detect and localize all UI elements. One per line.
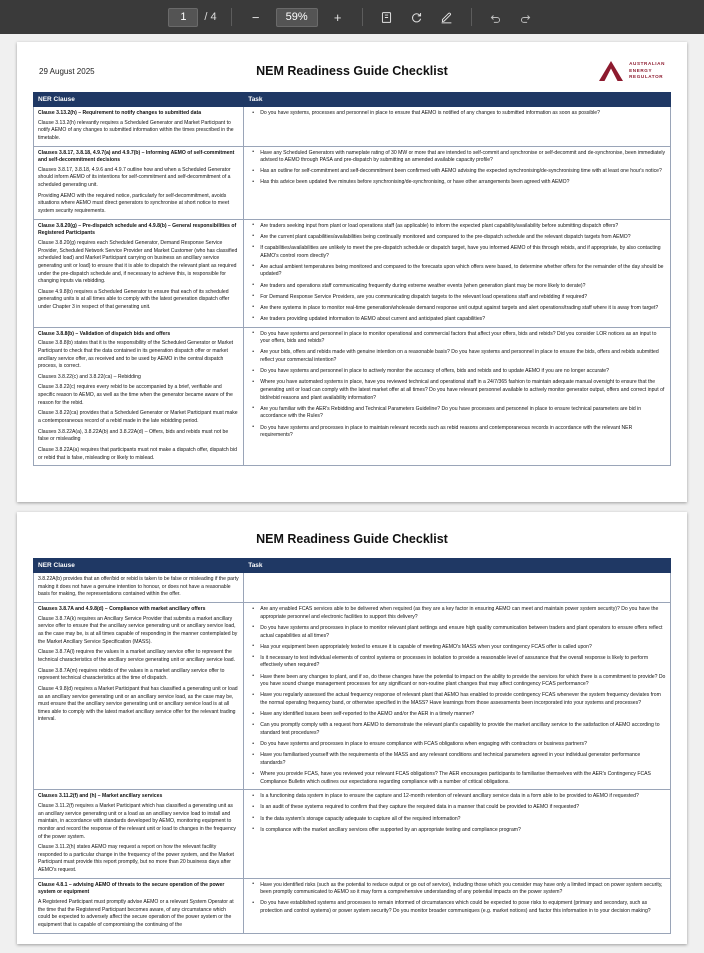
cell-task [244,327,671,466]
task-item: • Is a functioning data system in place to ensure the capture and 12-month retention of relevant ancillary service data in a form able to be provided to AEMO if requested? [256,793,666,801]
clause-title: Clause 3.8.8(b) – Validation of dispatch bids and offers [38,330,171,337]
task-item: • Are traders providing updated information to AEMO about current and anticipated plant capabilities? [256,316,666,324]
clause-title: Clause 3.13.2(h) – Requirement to notify changes to submitted data [38,110,202,116]
cell-ner-clause [34,146,244,219]
task-item: • Are any enabled FCAS services able to be delivered when required (as they are a key factor in ensuring AEMO can meet and maintain power system security)? Do you have the appropriate personnel and electronic facilities to support this delivery? [256,606,666,621]
clause-paragraph: A Registered Participant must promptly advise AEMO or a relevant System Operator at the time that the Registered Participant becomes aware, of any circumstance which could be expected to adversely affect the secure operation of the power system or the equipment that is capable of compromising the continuing of the [38,898,234,928]
task-list [248,331,666,440]
cell-ner-clause [34,603,244,790]
task-item: • Can you promptly comply with a request from AEMO to demonstrate the relevant plant's capability to provide the market ancillary service to the satisfaction of AEMO according to standard test procedures? [256,722,666,737]
cell-task [244,878,671,933]
cell-ner-clause [34,573,244,603]
task-item: • Has your equipment been appropriately tested to ensure it is capable of meeting AEMO's MASS when your contingency FCAS offer is called upon? [256,644,666,652]
column-header-ner-clause: NER Clause [34,93,244,107]
cell-ner-clause [34,790,244,878]
task-item: • Have you regularly assessed the actual frequency response of relevant plant that AEMO has enabled to provide contingency FCAS whenever the system frequency deviates from the normal operating frequency band, or otherwise specified in the MASS? Have learnings from those assessments been incorporated into your systems and processes? [256,692,666,707]
task-item: • Are there systems in place to monitor real-time generation/wholesale demand response unit output against targets and alert operations/trading staff where it is away from target? [256,305,666,313]
clause-paragraph: Clause 3.8.7A(l) requires the values in a market ancillary service offer to represent the technical characteristics of the ancillary service generating unit or ancillary service load. [38,649,236,663]
clause-paragraph: Clause 4.9.8(b) requires a Scheduled Generator to ensure that each of its scheduled generating units is at all times able to comply with the latest generation dispatch offer under Chapter 3 in respect of that generating unit. [38,288,230,311]
cell-ner-clause [34,878,244,933]
pdf-viewport[interactable] [0,34,704,953]
task-list [248,606,666,786]
column-header-ner-clause: NER Clause [34,559,244,573]
task-item: • Where you provide FCAS, have you reviewed your relevant FCAS obligations? The AER encourages participants to familiarise themselves with the AER's Contingency FCAS Compliance Bulletin which outlines our expectations regarding compliance with a number of critical obligations. [256,771,666,786]
task-item: • Are your bids, offers and rebids made with genuine intention on a reasonable basis? Do you have systems and personnel in place to ensure the bids, offers and rebids submitted reflect your commercial intention? [256,349,666,364]
task-list [248,882,666,916]
task-item: • Have you familiarised yourself with the requirements of the MASS and any relevant conditions and technical parameters agreed in your individual generator performance standards? [256,752,666,767]
task-item: • If capabilities/availabilities are unlikely to meet the pre-dispatch schedule or dispatch target, have you informed AEMO of this through rebids, and if appropriate, by also contacting AEMO's control room directly? [256,245,666,260]
table-row [34,146,671,219]
cell-ner-clause [34,107,244,147]
cell-ner-clause [34,219,244,327]
document-date: 29 August 2025 [39,66,95,76]
task-item: • Are actual ambient temperatures being monitored and compared to the forecasts upon which offers were based, to determine whether offers for the remainder of the day should be updated? [256,264,666,279]
table-row [34,790,671,878]
page-footer [33,466,671,492]
task-list [248,150,666,188]
document-page-1 [17,42,687,502]
clause-paragraph: Clauses 3.8.17, 3.8.18, 4.9.6 and 4.9.7 outline how and when a Scheduled Generator should inform AEMO of its intentions for self-commitment and self-decommitment of a scheduled generating unit. [38,166,231,189]
clause-paragraph: Clause 3.8.22(ca) provides that a Scheduled Generator or Market Participant must make a contemporaneous record of a rebid made in the late rebidding period. [38,410,238,424]
clause-title: Clause 4.8.1 – advising AEMO of threats to the secure operation of the power system or equipment [38,881,225,896]
task-item: • Have any Scheduled Generators with nameplate rating of 30 MW or more that are intended to self-commit and synchronise or self-decommit and de-synchronise, been immediately advised to AEMO through PASA and pre-dispatch by submitting an amended available capacity profile? [256,150,666,165]
task-item: • Do you have systems and personnel in place to monitor operational and commercial factors that affect your offers, bids and rebids? Did you consider LOR notices as an input to your offers, bids and rebids? [256,331,666,346]
table-row [34,219,671,327]
pdf-toolbar [0,0,704,34]
task-item: • Have any identified issues been self-reported to the AEMO and/or the AER in a timely manner? [256,711,666,719]
clause-paragraph: Clause 3.8.7A(m) requires rebids of the values in a market ancillary service offer to represent technical characteristics at the time of dispatch. [38,667,225,682]
checklist-table-page-2 [33,558,671,933]
task-item: • Do you have established systems and processes to remain informed of circumstances which could be expected to pose risks to equipment (primary and secondary, such as protection and control systems) or power system security? Do you monitor broader communiques (e.g. market notices) and factor this information in to your decision making? [256,900,666,915]
task-item: • Do you have systems and personnel in place to actively monitor the accuracy of offers, bids and rebids and to update AEMO if you are no longer accurate? [256,368,666,376]
task-item: • Are traders and operations staff communicating frequently during extreme weather events (when generation plant may be more likely to derate)? [256,283,666,291]
task-item: • Is compliance with the market ancillary services offer supported by an appropriate testing and compliance program? [256,827,666,835]
clause-title: Clauses 3.11.2(f) and (h) – Market ancillary services [38,793,163,800]
task-item: • Is an audit of these systems required to confirm that they capture the required data in a manner that could be provided to AEMO if requested? [256,804,666,812]
annotate-icon[interactable] [437,7,457,27]
clause-paragraph: Clause 3.8.22(c) requires every rebid to be accompanied by a brief, verifiable and specific reason to AEMO, as well as the time when the generator became aware of the reason for the rebid. [38,384,233,406]
page-title-2: NEM Readiness Guide Checklist [256,532,448,547]
clause-paragraph: 3.8.22A(b) provides that an offer/bid or rebid is taken to be false or misleading if the party making it does not have a genuine intention to honour, or does not have a reasonable basis for making, the representations contained within the offer. [38,576,239,598]
cell-task [244,107,671,147]
logo-line-3: REGULATOR [629,74,664,80]
clause-title: Clause 3.8.20(g) – Pre-dispatch schedule and 4.9.8(b) – General responsibilities of Registered Participants [38,222,237,237]
aer-logo [515,60,665,82]
zoom-level-display[interactable]: 59% [276,8,318,27]
cell-task [244,219,671,327]
task-item: • Is the data system's storage capacity adequate to capture all of the required information? [256,816,666,824]
page-navigation [168,8,216,27]
cell-ner-clause [34,327,244,466]
table-body-page-1 [34,107,671,466]
zoom-out-button[interactable]: − [251,9,260,25]
task-list [248,110,666,118]
task-item: • Are traders seeking input from plant or load operations staff (as applicable) to inform the expected plant capability/availability before submitting dispatch offers? [256,223,666,231]
cell-task [244,146,671,219]
table-row [34,603,671,790]
toolbar-divider [362,8,363,26]
task-list [248,223,666,324]
clause-paragraph: Clause 3.11.2(f) requires a Market Participant which has classified a generating unit as an ancillary service generating unit or a load as an ancillary service load to install and maintain, in accordance with standards developed by AEMO, monitoring equipment to monitor and record the response of the relevant unit or load to changes in the frequency of the power system. [38,802,236,840]
logo-line-2: ENERGY [629,67,653,73]
undo-icon[interactable] [486,7,506,27]
task-item: • Are the current plant capabilities/availabilities being continually monitored and compared to the pre-dispatch schedule and the relevant dispatch targets from AEMO? [256,234,666,242]
checklist-table-page-1 [33,92,671,466]
clause-paragraph: Clause 3.8.22A(a) requires that participants must not make a dispatch offer, dispatch bid or rebid that is false, misleading or likely to mislead. [38,446,237,461]
table-header-row [34,93,671,107]
aer-logo-text [629,61,665,81]
clause-title: Clauses 3.8.17, 3.8.18, 4.9.7(a) and 4.9.7(b) – Informing AEMO of self-commitment and self-decommitment decisions [38,149,235,164]
table-row [34,878,671,933]
table-row [34,107,671,147]
task-item: • Has an outline for self-commitment and self-decommitment been confirmed with AEMO advising the expected synchronising/de-synchronising time with at least one hour's notice? [256,168,666,176]
zoom-in-button[interactable]: + [333,9,342,25]
cell-task [244,790,671,878]
logo-line-1: AUSTRALIAN [629,61,665,67]
clause-paragraph: Clauses 3.8.22A(a), 3.8.22A(b) and 3.8.22A(d) – Offers, bids and rebids must not be false or misleading [38,428,229,443]
task-item: • Have you identified risks (such as the potential to reduce output or go out of service), including those which you consider may have only a limited impact on power system security, been promptly communicated to AEMO so it may form a comprehensive understanding of any potential impacts on the power system? [256,882,666,897]
rotate-icon[interactable] [407,7,427,27]
page-total-label: / 4 [204,11,217,23]
clause-title: Clauses 3.8.7A and 4.9.8(d) – Compliance with market ancillary offers [38,606,206,613]
table-row [34,573,671,603]
toolbar-divider [471,8,472,26]
cell-task [244,573,671,603]
clause-paragraph: Clause 3.8.20(g) requires each Scheduled Generator, Demand Response Service Provider, Scheduled Network Service Provider and Market Customer (who has classified scheduled load) and Market Participant carrying on business an ancillary service generating unit or load) to ensure that it is able to dispatch the relevant plant as required under the pre-dispatch schedule and, if necessary to achieve this, is responsible for changing inputs via rebidding. [38,239,238,285]
page-header [33,56,671,92]
clause-paragraph: Clause 3.8.7A(k) requires an Ancillary Service Provider that submits a market ancillary service offer to ensure that the ancillary service generating unit or ancillary service load, as the case may be, is at all times capable of responding in the manner contemplated by the Market Ancillary Service Specification (MASS). [38,615,238,645]
clause-paragraph: Clause 3.11.2(h) states AEMO may request a report on how the relevant facility responded to a particular change in the frequency of the power system, and the Market Participant must provide this report promptly, but no more than 20 business days after AEMO's request. [38,844,234,874]
task-item: • For Demand Response Service Providers, are you communicating dispatch targets to the relevant load operations staff and rebidding if required? [256,294,666,302]
clause-paragraph: Clauses 3.8.22(c) and 3.8.22(ca) – Rebidding [38,373,141,380]
table-header-row [34,559,671,573]
clause-paragraph: Clause 3.8.8(b) states that it is the responsibility of the Scheduled Generator or Market Participant to check that the data contained in its generation dispatch offer or market ancillary service offer, as received and to be used by AEMO in the central dispatch process, is correct. [38,340,234,370]
cell-task [244,603,671,790]
task-item: • Do you have systems and processes in place to monitor relevant plant settings and ensure high quality communication between traders and plant operators to ensure offers reflect actual capabilities at all times? [256,625,666,640]
fit-page-icon[interactable] [377,7,397,27]
column-header-task: Task [244,559,671,573]
task-item: • Has this advice been updated five minutes before synchronising/de-synchronising, or have other arrangements been agreed with AEMO? [256,179,666,187]
task-item: • Have there been any changes to plant, and if so, do these changes have the potential to impact on the ability to provide the services for which there is a commitment to provide? Do you have sound change management processes for any significant or non-routine plant changes that may affect contingency FCAS performance? [256,674,666,689]
column-header-task: Task [244,93,671,107]
task-item: • Are you familiar with the AER's Rebidding and Technical Parameters Guideline? Do you have processes and personnel in place to ensure technical parameters are bid in accordance with the Rules? [256,406,666,421]
page-number-input[interactable] [168,8,198,27]
clause-paragraph: Clause 3.13.2(h) relevantly requires a Scheduled Generator and Market Participant to notify AEMO of any changes to submitted information within the times prescribed in the timetable. [38,119,234,141]
toolbar-divider [231,8,232,26]
task-item: • Do you have systems, processes and personnel in place to ensure that AEMO is notified of any changes to submitted information as soon as possible? [256,110,666,118]
task-item: • Where you have automated systems in place, have you reviewed technical and operational staff in a 24/7/365 fashion to maintain adequate manual oversight to ensure that the generating unit or load can comply with the latest market offer at all times? Do you have relevant personnel available to actively monitor generator output, offers and correct input of bid/rebid reasons and plant availability information? [256,379,666,402]
table-body-page-2 [34,573,671,933]
task-item: • Do you have systems and processes in place to ensure compliance with FCAS obligations when engaging with contractors or business partners? [256,741,666,749]
table-row [34,327,671,466]
clause-paragraph: Providing AEMO with the required notice, particularly for self-decommitment, avoids situations where AEMO must direct generators to synchronise at short notice to meet system security requirements. [38,192,230,215]
task-item: • Is it necessary to test individual elements of control systems or processes in isolation to provide a reasonable level of assurance that the overall response is likely to perform effectively when required? [256,655,666,670]
clause-paragraph: Clause 4.9.8(d) requires a Market Participant that has classified a generating unit or load as an ancillary service generating unit or an ancillary service load, as the case may be, must ensure that the ancillary service generating unit or ancillary service load is at all times able to comply with the latest market ancillary service offer for the relevant trading interval. [38,685,238,723]
document-page-2 [17,512,687,943]
task-item: • Do you have systems and processes in place to maintain relevant records such as rebid reasons and contemporaneous records in accordance with the relevant NER requirements? [256,425,666,440]
page-title: NEM Readiness Guide Checklist [256,64,448,78]
task-list [248,793,666,834]
redo-icon[interactable] [516,7,536,27]
aer-logo-icon [598,60,624,82]
